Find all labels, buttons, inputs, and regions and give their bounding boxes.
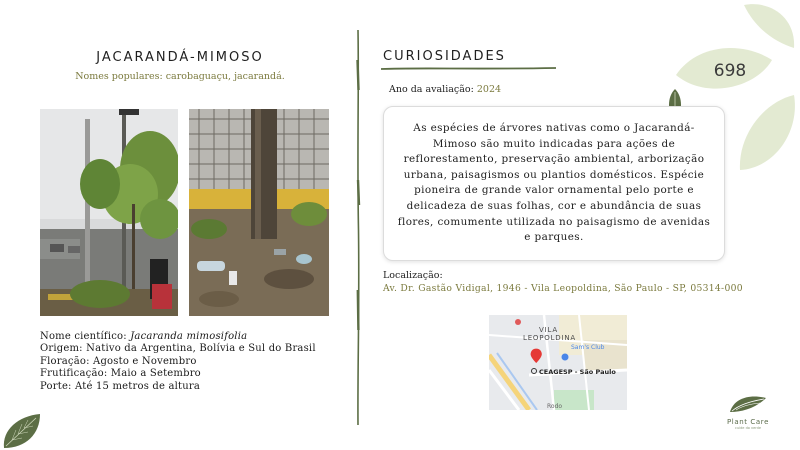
- tree-photo-base: [189, 109, 329, 316]
- leaf-icon: [0, 412, 44, 450]
- tree-photo-street: [40, 109, 178, 316]
- flowering-line: Floração: Agosto e Novembro: [40, 355, 197, 367]
- fruiting-line: Frutificação: Maio a Setembro: [40, 368, 201, 380]
- map-district-label-1: VILA: [539, 326, 558, 334]
- curiosities-text: As espécies de árvores nativas como o Jacarandá-Mimoso são muito indicadas para ações de reflorestamento, preservação ambiental, arborização urbana, paisagismos ou plantios domésticos. Espécie pioneira de grande valor ornamental pelo porte e delicadeza de suas folhas, cor e abundância de suas flores, comumente utilizada no paisagismo de avenidas e parques.: [397, 122, 711, 244]
- leaf-icon: [740, 95, 795, 170]
- shopping-icon: [562, 354, 569, 361]
- scientific-name-line: [40, 331, 325, 343]
- map-road-label: Rodo: [547, 403, 563, 410]
- evaluation-year: [389, 84, 501, 95]
- size-line: Porte: Até 15 metros de altura: [40, 380, 201, 392]
- year-label: Ano da avaliação:: [389, 84, 474, 95]
- brush-underline: [381, 66, 556, 71]
- leaf-icon: [744, 4, 794, 48]
- map-district-label-2: LEOPOLDINA: [523, 334, 576, 342]
- curiosities-box: [383, 106, 725, 261]
- logo-tagline: cuide do verde: [734, 426, 762, 430]
- origin-line: Origem: Nativo da Argentina, Bolívia e Sul do Brasil: [40, 343, 316, 355]
- map-poi-label: Sam's Club: [571, 344, 605, 351]
- curiosities-title: CURIOSIDADES: [383, 49, 506, 64]
- plant-care-logo: [718, 392, 778, 432]
- map-dot-icon: [515, 319, 521, 325]
- species-title: JACARANDÁ-MIMOSO: [96, 50, 264, 65]
- location-address: Av. Dr. Gastão Vidigal, 1946 - Vila Leopoldina, São Paulo - SP, 05314-000: [383, 283, 743, 294]
- brush-divider: [354, 30, 362, 425]
- location-map[interactable]: [489, 315, 627, 410]
- scientific-name-label: Nome científico:: [40, 331, 127, 342]
- scientific-name-value: Jacaranda mimosifolia: [130, 331, 248, 342]
- map-pin-label: CEAGESP - São Paulo: [539, 368, 616, 376]
- species-details: [40, 331, 325, 393]
- tree-number-badge: 698: [713, 61, 747, 81]
- location-label: Localização:: [383, 270, 443, 281]
- popular-names: Nomes populares: carobaguaçu, jacarandá.: [75, 71, 285, 82]
- logo-name: Plant Care: [726, 418, 770, 426]
- year-value: 2024: [476, 84, 502, 95]
- leaf-icon: [728, 392, 768, 414]
